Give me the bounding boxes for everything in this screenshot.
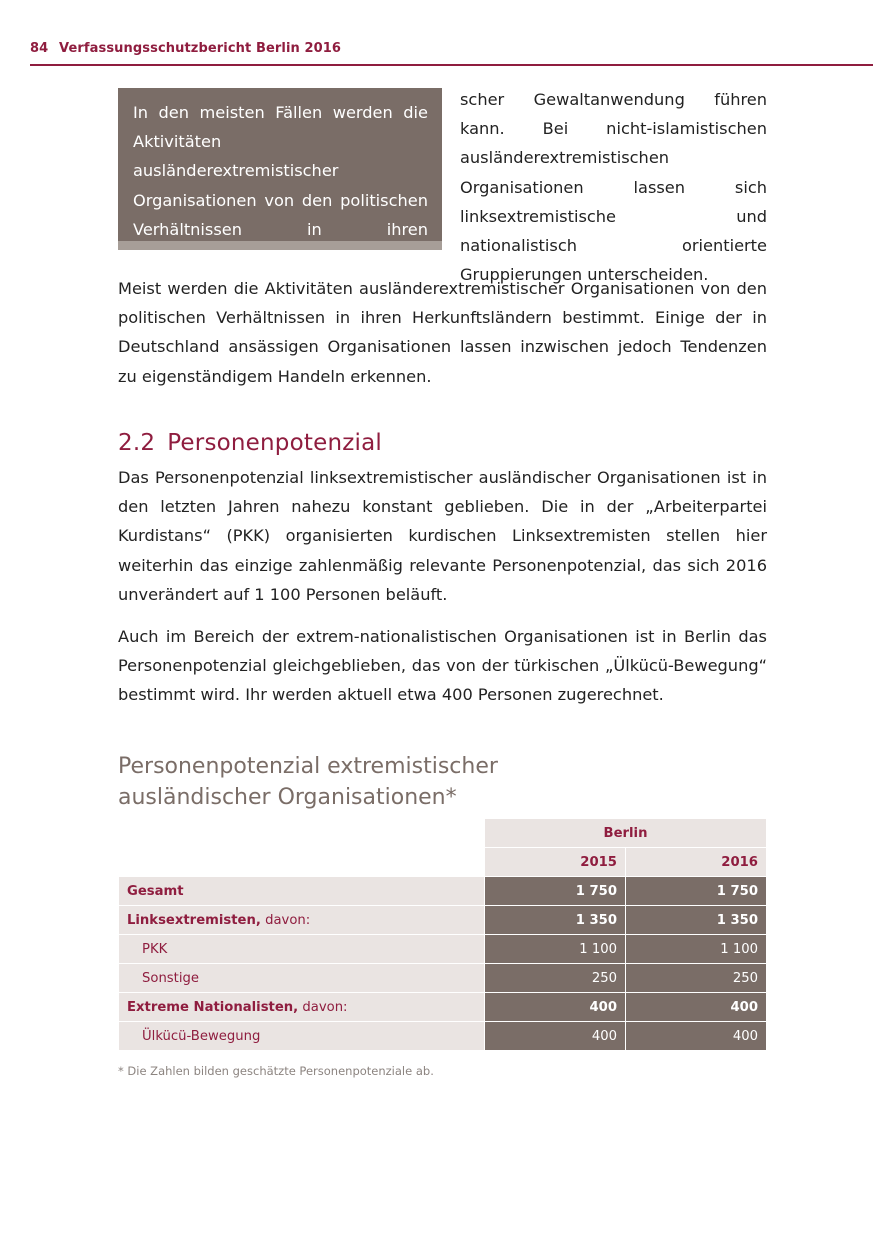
value-2015: 400 xyxy=(485,1022,626,1051)
row-label-text: PKK xyxy=(142,941,168,957)
year-2015-header: 2015 xyxy=(485,848,626,877)
row-label-suffix: davon: xyxy=(260,912,311,928)
page-number: 84 xyxy=(30,41,49,56)
table-year-row xyxy=(119,848,767,877)
table-row xyxy=(119,877,767,906)
statistics-table xyxy=(118,818,767,1051)
paragraph-left-extremists: Das Personenpotenzial linksextremistischer ausländischer Organisationen ist in den letzten Jahren nahezu konstant geblieben. Die in der „Arbeiterpartei Kurdistans“ (PKK) organisierten kurdischen Linksextremisten stellen hier weiterhin das einzige zahlenmäßig relevante Personenpotenzial, das sich 2016 unverändert auf 1 100 Personen beläuft. xyxy=(118,468,767,604)
section-number: 2.2 xyxy=(118,430,156,456)
table-row xyxy=(119,993,767,1022)
table-row xyxy=(119,964,767,993)
year-2016-header: 2016 xyxy=(626,848,767,877)
table-footnote: * Die Zahlen bilden geschätzte Personenpotenziale ab. xyxy=(118,1064,434,1078)
header-spacer xyxy=(119,819,485,848)
table-row xyxy=(119,1022,767,1051)
paragraph-nationalists: Auch im Bereich der extrem-nationalistischen Organisationen ist in Berlin das Personenpotenzial gleichgeblieben, das von der türkischen „Ülkücü-Bewegung“ bestimmt wird. Ihr werden aktuell etwa 400 Personen zugerechnet. xyxy=(118,627,767,705)
year-spacer xyxy=(119,848,485,877)
row-label xyxy=(119,993,485,1022)
table-row xyxy=(119,906,767,935)
value-2015: 400 xyxy=(485,993,626,1022)
value-2016: 400 xyxy=(626,993,767,1022)
row-label-text: Linksextremisten, xyxy=(127,912,261,928)
table-title xyxy=(118,752,538,813)
value-2015: 1 100 xyxy=(485,935,626,964)
paragraph-intro: Meist werden die Aktivitäten ausländerextremistischer Organisationen von den politischen Verhältnissen in ihren Herkunftsländern bestimmt. Einige der in Deutschland ansässigen Organisationen lassen inzwischen jedoch Tendenzen zu eigenständigem Handeln erkennen. xyxy=(118,279,767,386)
running-title: Verfassungsschutzbericht Berlin 2016 xyxy=(59,41,342,56)
row-label-suffix: davon: xyxy=(298,999,348,1015)
table-title-line-1: Personenpotenzial extremistischer xyxy=(118,754,498,779)
table-header-row xyxy=(119,819,767,848)
group-header: Berlin xyxy=(485,819,767,848)
row-label xyxy=(119,935,485,964)
value-2015: 250 xyxy=(485,964,626,993)
value-2016: 1 750 xyxy=(626,877,767,906)
section-heading xyxy=(118,430,382,456)
side-paragraph: scher Gewaltanwendung führen kann. Bei nicht-islamistischen ausländerextremistischen Organisationen lassen sich linksextremistische und nationalistisch orientierte Gruppierungen unterscheiden. xyxy=(460,90,767,285)
row-label-text: Extreme Nationalisten, xyxy=(127,999,299,1015)
row-label xyxy=(119,906,485,935)
section-title: Personenpotenzial xyxy=(167,430,382,456)
callout-box: In den meisten Fällen werden die Aktivitäten ausländerextremistischer Organisationen von den politischen Verhältnissen in ihren Herkunftsländern bestimmt. xyxy=(118,88,442,250)
value-2016: 400 xyxy=(626,1022,767,1051)
row-label-text: Ülkücü-Bewegung xyxy=(142,1028,261,1044)
value-2016: 1 350 xyxy=(626,906,767,935)
value-2015: 1 350 xyxy=(485,906,626,935)
row-label xyxy=(119,1022,485,1051)
page-header xyxy=(30,38,873,66)
value-2016: 1 100 xyxy=(626,935,767,964)
table-title-line-2: ausländischer Organisationen* xyxy=(118,784,457,810)
table-row xyxy=(119,935,767,964)
row-label-text: Sonstige xyxy=(142,970,199,986)
row-label xyxy=(119,964,485,993)
value-2016: 250 xyxy=(626,964,767,993)
row-label-text: Gesamt xyxy=(127,883,184,899)
row-label xyxy=(119,877,485,906)
value-2015: 1 750 xyxy=(485,877,626,906)
